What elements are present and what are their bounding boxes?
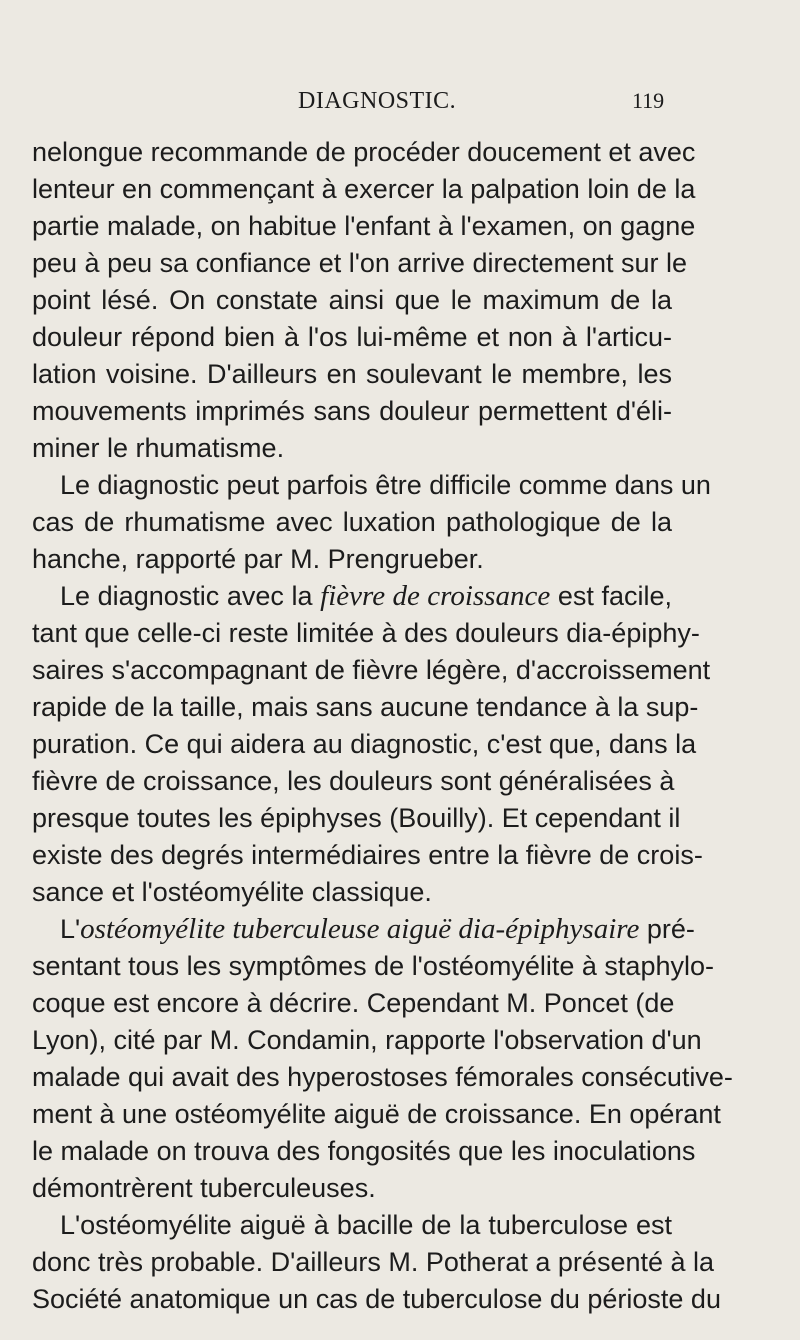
text-run: L' [60,914,81,944]
text-line: malade qui avait des hyperostoses fémorales consécutive- [32,1062,733,1092]
text-line: donc très probable. D'ailleurs M. Potherat a présenté à la [32,1247,715,1277]
text-line: ment à une ostéomyélite aiguë de croissance. En opérant [32,1099,721,1129]
text-line: point lésé. On constate ainsi que le maximum de la [32,285,672,315]
text-line: lenteur en commençant à exercer la palpation loin de la [32,174,696,204]
text-line: démontrèrent tuberculeuses. [32,1173,376,1203]
text-line: le malade on trouva des fongosités que les inoculations [32,1136,696,1166]
text-line: existe des degrés intermédiaires entre la fièvre de crois- [32,840,703,870]
page-number: 119 [632,88,665,113]
text-line: Lyon), cité par M. Condamin, rapporte l'observation d'un [32,1025,702,1055]
text-line: Société anatomique un cas de tuberculose du périoste du [32,1284,721,1314]
running-head [0,88,800,118]
text-line: tant que celle-ci reste limitée à des douleurs dia-épiphy- [32,618,700,648]
text-line: saires s'accompagnant de fièvre légère, d'accroissement [32,655,711,685]
paragraph-first-line [60,577,672,615]
text-line: rapide de la taille, mais sans aucune tendance à la sup- [32,692,699,722]
text-line: nelongue recommande de procéder doucement et avec [32,137,696,167]
text-line: lation voisine. D'ailleurs en soulevant le membre, les [32,359,672,389]
text-line: hanche, rapporté par M. Prengrueber. [32,544,484,574]
text-line: fièvre de croissance, les douleurs sont généralisées à [32,766,675,796]
text-line: puration. Ce qui aidera au diagnostic, c'est que, dans la [32,729,697,759]
text-line: cas de rhumatisme avec luxation pathologique de la [32,507,672,537]
italic-term: fièvre de croissance [320,580,551,612]
text-run: Le diagnostic avec la [60,581,321,611]
text-line: peu à peu sa confiance et l'on arrive directement sur le [32,248,688,278]
text-line: presque toutes les épiphyses (Bouilly). Et cependant il [32,803,681,833]
text-line: miner le rhumatisme. [32,433,285,463]
text-line: douleur répond bien à l'os lui-même et non à l'articu- [32,322,672,352]
text-line: sentant tous les symptômes de l'ostéomyélite à staphylo- [32,951,714,981]
text-line: sance et l'ostéomyélite classique. [32,877,432,907]
running-head-title: DIAGNOSTIC. [298,88,457,114]
text-line: coque est encore à décrire. Cependant M. Poncet (de [32,988,675,1018]
text-line: mouvements imprimés sans douleur permettent d'éli- [32,396,672,426]
text-line: partie malade, on habitue l'enfant à l'examen, on gagne [32,211,696,241]
text-run: est facile, [550,581,672,611]
text-run: pré- [639,914,695,944]
paragraph-first-line: Le diagnostic peut parfois être difficile comme dans un [60,470,711,500]
paragraph-first-line [60,910,695,948]
paragraph-first-line: L'ostéomyélite aiguë à bacille de la tuberculose est [60,1210,672,1240]
italic-term: ostéomyélite tuberculeuse aiguë dia-épiphysaire [80,913,640,945]
